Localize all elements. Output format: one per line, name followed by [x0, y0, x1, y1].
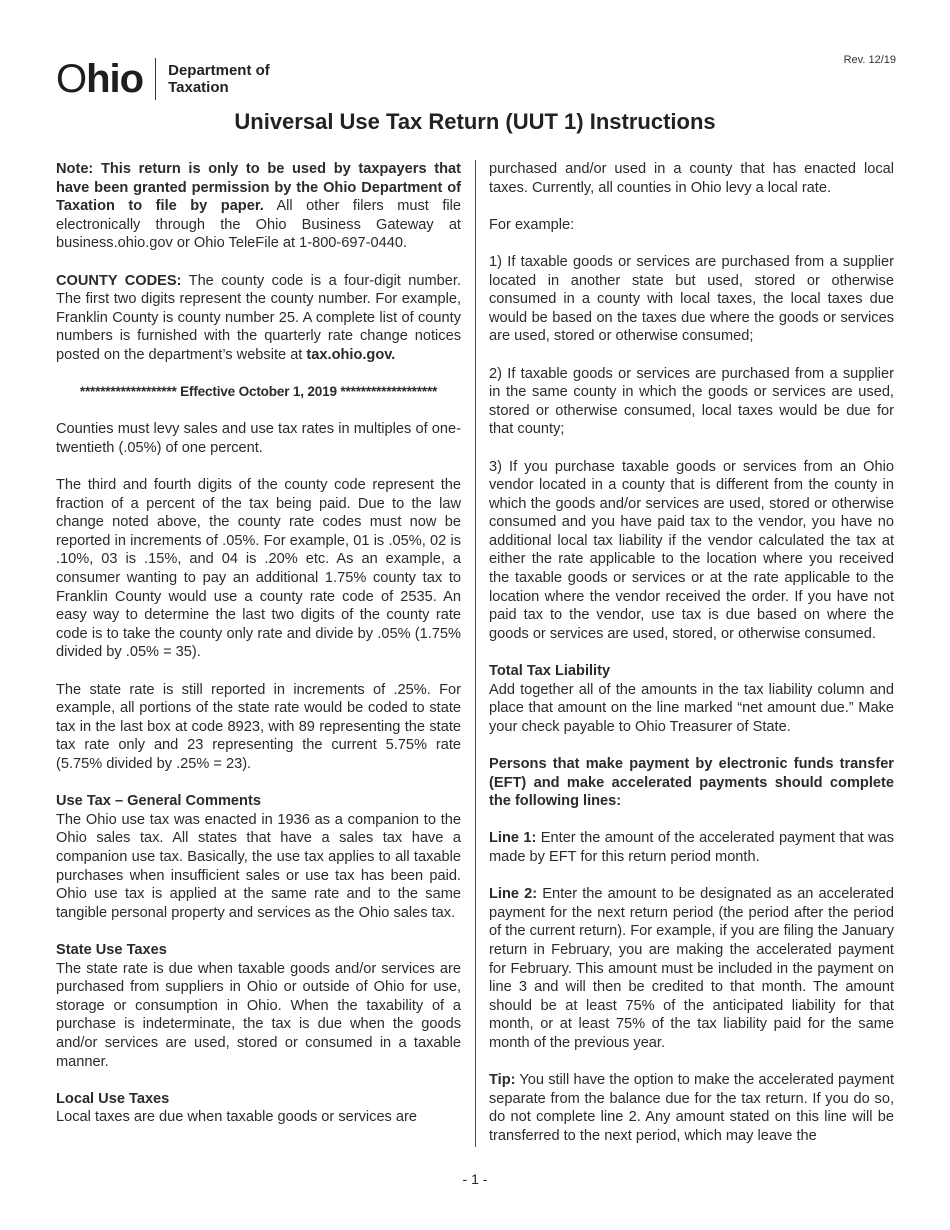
example-3: 3) If you purchase taxable goods or services from an Ohio vendor located in a county that is different from the county in which the goods and/or services are used, stored or otherwise consumed and you have paid tax to the vendor, you have no additional local tax liability if the vendor calculated the tax at either the rate applicable to the location where you received the taxable goods or services or at the rate applicable to the location where the vendor received the order. If you have not paid tax to the vendor, use tax is due based on where the goods or services are used, stored, or otherwise consumed.	[489, 458, 894, 642]
tip-paragraph: Tip: You still have the option to make the accelerated payment separate from the balance due for the tax return. If you do so, do not complete line 2. Any amount stated on this line will be transferred to the next period, which may leave the	[489, 1072, 894, 1144]
ohio-wordmark: Ohio	[56, 57, 144, 101]
right-column	[489, 160, 894, 1145]
for-example-label: For example:	[489, 216, 575, 233]
line-1-paragraph: Line 1: Enter the amount of the accelerated payment that was made by EFT for this return period month.	[489, 830, 895, 865]
logo-divider	[155, 58, 156, 100]
total-liability-heading: Total Tax Liability	[489, 663, 611, 680]
department-name: Department of Taxation	[168, 62, 270, 96]
column-divider	[475, 160, 476, 1147]
example-1: 1) If taxable goods or services are purchased from a supplier located in another state but used, stored or otherwise consumed in a county with local taxes, the local taxes due would be based on the taxes due where the goods or services are used, stored or otherwise consumed;	[489, 253, 894, 345]
local-use-paragraph: Local taxes are due when taxable goods or services are	[56, 1109, 418, 1126]
total-liability-paragraph: Add together all of the amounts in the tax liability column and place that amount on the line marked “net amount due.” Make your check payable to Ohio Treasurer of State.	[489, 681, 894, 735]
line-2-paragraph: Line 2: Enter the amount to be designated as an accelerated payment for the next return period (the period after the period of the current return). For example, if you are filing the January return in February, you are making the accelerated payment for February. This amount must be included in the payment on line 3 and will then be credited to that month. The amount should be at least 75% of the anticipated liability for that month, or at least 75% of the tax liability paid for the same month of the previous year.	[489, 886, 894, 1051]
page-number: - 1 -	[462, 1171, 488, 1187]
note-paragraph: Note: This return is only to be used by taxpayers that have been granted permission by the Ohio Department of Taxation to file by paper. All other filers must file electronically through the Ohio Business Gateway at business.ohio.gov or Ohio TeleFile at 1-800-697-0440.	[56, 161, 461, 252]
local-use-heading: Local Use Taxes	[56, 1090, 170, 1107]
page-header	[56, 54, 896, 104]
use-tax-paragraph: The Ohio use tax was enacted in 1936 as a companion to the Ohio sales tax. All states that have a sales tax have a companion use tax. Basically, the use tax applies to all taxable purchases when insufficient sales or use tax has been paid. Ohio use tax is applied at the same rate and to the same tangible personal property and services as the Ohio sales tax.	[56, 811, 461, 921]
document-title: Universal Use Tax Return (UUT 1) Instructions	[234, 109, 716, 134]
county-codes-paragraph: COUNTY CODES: The county code is a four-digit number. The first two digits represent the county number. For example, Franklin County is county number 25. A complete list of county numbers is furnished with the quarterly rate change notices posted on the department’s website at tax.ohio.gov.	[56, 272, 461, 363]
use-tax-heading: Use Tax – General Comments	[56, 793, 261, 810]
multiples-paragraph: Counties must levy sales and use tax rates in multiples of one-twentieth (.05%) of one percent.	[56, 421, 461, 456]
ohio-logo	[56, 54, 270, 104]
rate-code-paragraph: The third and fourth digits of the county code represent the fraction of a percent of the tax being paid. Due to the law change noted above, the county rate codes must now be reported in increments of .05%. For example, 01 is .05%, 02 is .10%, 03 is .15%, and 04 is .20% etc. As an example, a consumer wanting to pay an additional 1.75% county tax to Franklin County would use a county rate code of 2535. An easy way to determine the last two digits of the county rate code is to take the county only rate and divide by .05% (1.75% divided by .05% = 35).	[56, 477, 461, 661]
eft-paragraph: Persons that make payment by electronic funds transfer (EFT) and make accelerated payments should complete the following lines:	[489, 756, 894, 810]
continuation-paragraph: purchased and/or used in a county that has enacted local taxes. Currently, all counties in Ohio levy a local rate.	[489, 161, 894, 196]
revision-date: Rev. 12/19	[843, 54, 896, 66]
example-2: 2) If taxable goods or services are purchased from a supplier in the same county in which the goods or services are used, stored or otherwise consumed, local taxes would be due for that county;	[489, 365, 894, 438]
state-use-paragraph: The state rate is due when taxable goods and/or services are purchased from suppliers in Ohio or outside of Ohio for use, storage or consumption in Ohio. When the taxability of a purchase is indeterminate, the tax is due when the goods and/or services are used, stored or consumed in a taxable manner.	[56, 960, 461, 1070]
left-column	[56, 160, 461, 1127]
state-rate-paragraph: The state rate is still reported in increments of .25%. For example, all portions of the state rate would be coded to state tax in the last box at code 8923, with 89 representing the state tax rate only and 23 representing the current 5.75% rate (5.75% divided by .25% = 23).	[56, 681, 461, 772]
state-use-heading: State Use Taxes	[56, 941, 167, 958]
effective-date-banner: ******************* Effective October 1, 2019 *******************	[79, 384, 438, 400]
